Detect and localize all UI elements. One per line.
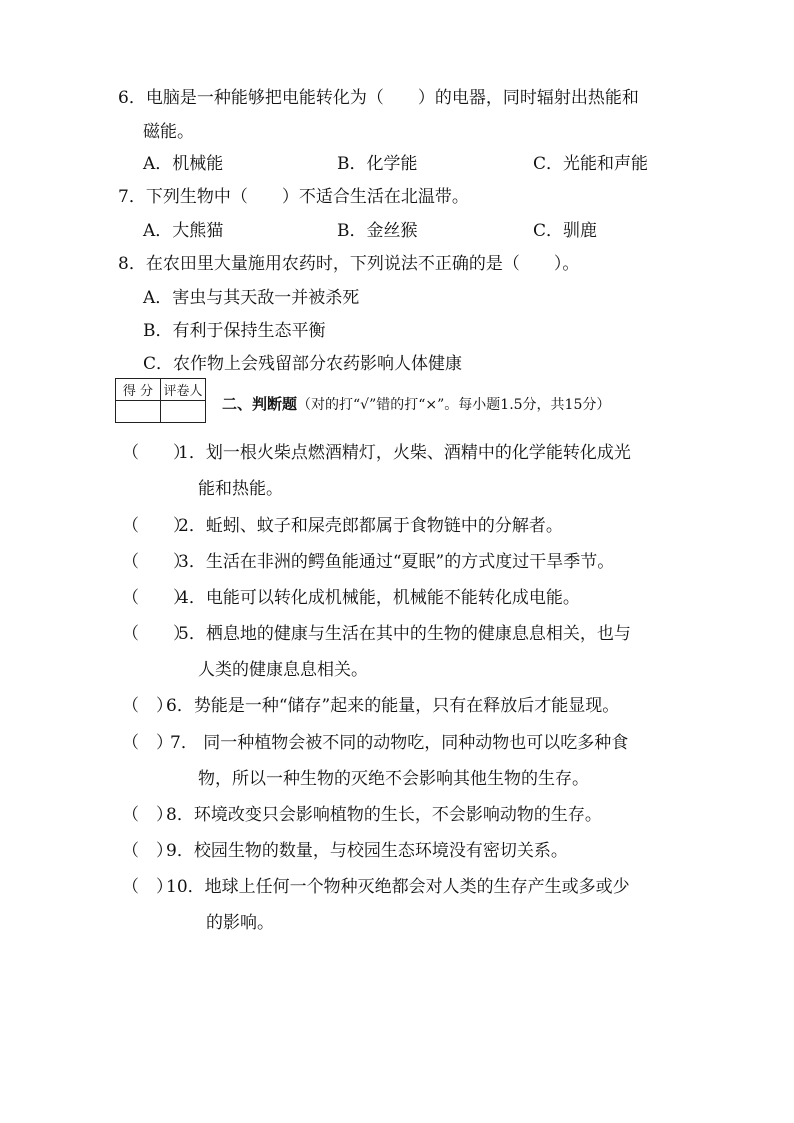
judgment-5-mark[interactable]: （ ） xyxy=(122,624,190,644)
judgment-10-mark[interactable]: （ ） xyxy=(122,877,173,897)
q8-option-c: C．农作物上会残留部分农药影响人体健康 xyxy=(143,354,463,374)
judgment-1-mark[interactable]: （ ） xyxy=(122,443,190,463)
q6-option-c: C．光能和声能 xyxy=(533,154,649,174)
judgment-8-text: 8．环境改变只会影响植物的生长，不会影响动物的生存。 xyxy=(166,805,602,825)
q8-stem: 8．在农田里大量施用农药时，下列说法不正确的是（ ）。 xyxy=(118,254,580,274)
q7-stem: 7．下列生物中（ ）不适合生活在北温带。 xyxy=(118,187,469,207)
q6-stem: 6．电脑是一种能够把电能转化为（ ）的电器，同时辐射出热能和 xyxy=(118,88,639,108)
q6-option-b: B．化学能 xyxy=(337,154,418,174)
section-2-note: （对的打“√”错的打“×”。每小题1.5分，共15分） xyxy=(297,397,611,413)
q8-option-a: A．害虫与其天敌一并被杀死 xyxy=(143,288,360,308)
q6-stem-cont: 磁能。 xyxy=(143,122,194,142)
judgment-8-mark[interactable]: （ ） xyxy=(122,805,173,825)
judgment-9-text: 9．校园生物的数量，与校园生态环境没有密切关系。 xyxy=(166,841,568,861)
judgment-7-text-cont: 物，所以一种生物的灭绝不会影响其他生物的生存。 xyxy=(198,769,589,789)
grader-cell[interactable] xyxy=(161,401,206,423)
judgment-2-mark[interactable]: （ ） xyxy=(122,516,190,536)
score-header: 得 分 xyxy=(116,379,161,401)
judgment-7-mark[interactable]: （ ） xyxy=(122,733,173,753)
judgment-1-text: 1．划一根火柴点燃酒精灯，火柴、酒精中的化学能转化成光 xyxy=(178,443,631,463)
judgment-7-text: 7． 同一种植物会被不同的动物吃，同种动物也可以吃多种食 xyxy=(170,733,629,753)
judgment-1-text-cont: 能和热能。 xyxy=(198,479,283,499)
judgment-2-text: 2．蚯蚓、蚊子和屎壳郎都属于食物链中的分解者。 xyxy=(178,516,563,536)
score-table xyxy=(115,378,206,423)
q7-option-b: B．金丝猴 xyxy=(337,221,418,241)
judgment-5-text-cont: 人类的健康息息相关。 xyxy=(198,660,368,680)
judgment-10-text-cont: 的影响。 xyxy=(206,913,274,933)
judgment-4-mark[interactable]: （ ） xyxy=(122,588,190,608)
q7-option-c: C．驯鹿 xyxy=(533,221,598,241)
q6-option-a: A．机械能 xyxy=(143,154,224,174)
q7-option-a: A．大熊猫 xyxy=(143,221,224,241)
grader-header: 评卷人 xyxy=(161,379,206,401)
judgment-5-text: 5．栖息地的健康与生活在其中的生物的健康息息相关，也与 xyxy=(178,624,631,644)
score-cell[interactable] xyxy=(116,401,161,423)
section-2-title xyxy=(222,393,610,416)
judgment-3-text: 3．生活在非洲的鳄鱼能通过“夏眠”的方式度过干旱季节。 xyxy=(178,552,615,572)
judgment-10-text: 10．地球上任何一个物种灭绝都会对人类的生存产生或多或少 xyxy=(166,877,630,897)
judgment-6-text: 6．势能是一种“储存”起来的能量，只有在释放后才能显现。 xyxy=(166,696,620,716)
judgment-9-mark[interactable]: （ ） xyxy=(122,841,173,861)
q8-option-b: B．有利于保持生态平衡 xyxy=(143,321,326,341)
judgment-4-text: 4．电能可以转化成机械能，机械能不能转化成电能。 xyxy=(178,588,580,608)
section-2-heading: 二、判断题 xyxy=(222,395,298,413)
judgment-6-mark[interactable]: （ ） xyxy=(122,696,173,716)
judgment-3-mark[interactable]: （ ） xyxy=(122,552,190,572)
